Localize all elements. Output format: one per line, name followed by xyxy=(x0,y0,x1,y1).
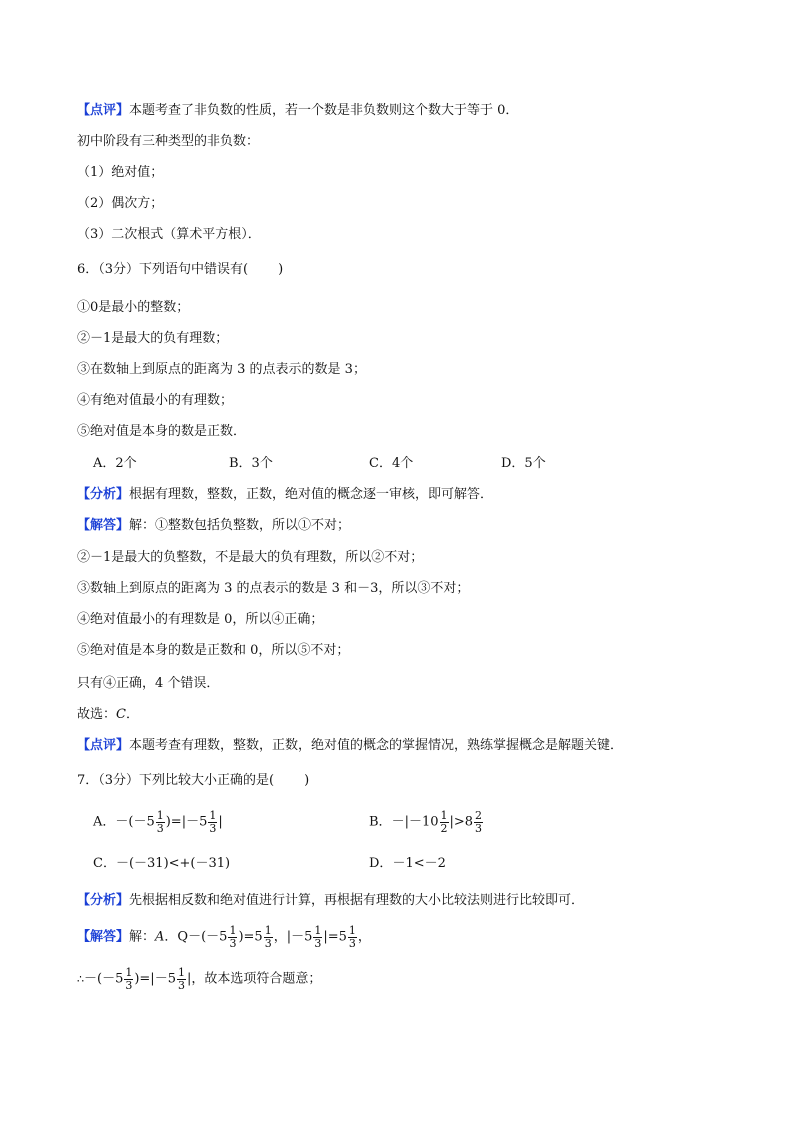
fraction-numerator: 1 xyxy=(348,924,356,937)
q6-answer-tag: 【解答】 xyxy=(77,518,130,533)
q6-choice xyxy=(77,707,139,723)
fraction-numerator: 1 xyxy=(314,924,322,937)
fraction-numerator: 1 xyxy=(440,809,448,822)
fraction-numerator: 1 xyxy=(229,924,237,937)
q6-answer-line-2: ②－1是最大的负整数，不是最大的负有理数，所以②不对； xyxy=(77,550,424,565)
q7-conclusion-part: )=|－5 xyxy=(134,971,176,987)
fraction xyxy=(264,925,273,949)
fraction-denominator: 3 xyxy=(177,978,185,992)
fraction-numerator: 1 xyxy=(209,809,217,822)
q7-option-a-left: －(－5 xyxy=(115,814,155,830)
nonneg-item-2: （2）偶次方； xyxy=(77,196,164,211)
q7-option-a xyxy=(93,810,223,834)
fraction xyxy=(474,810,483,834)
q6-analysis xyxy=(77,487,493,503)
therefore-symbol: ∴ xyxy=(77,972,84,986)
q6-answer xyxy=(77,518,350,534)
fraction-numerator: 1 xyxy=(264,924,272,937)
review-line xyxy=(77,103,518,119)
q6-answer-line-4: ④绝对值最小的有理数是 0，所以④正确； xyxy=(77,612,324,627)
q7-option-c xyxy=(93,856,230,872)
fraction-numerator: 1 xyxy=(125,966,133,979)
q7-conclusion-part: | xyxy=(186,971,192,987)
fraction-denominator: 3 xyxy=(229,936,237,950)
q6-choice-suffix: ． xyxy=(125,707,139,722)
fraction-denominator: 3 xyxy=(125,978,133,992)
q7-option-a-label: A． xyxy=(93,814,116,830)
q6-choice-letter: C xyxy=(116,707,126,722)
fraction xyxy=(228,925,237,949)
q7-answer-tag: 【解答】 xyxy=(77,929,130,945)
q7-option-d-label: D． xyxy=(369,856,393,871)
q7-answer xyxy=(77,925,371,949)
q6-stem-close: ) xyxy=(278,262,284,277)
fraction xyxy=(348,925,357,949)
q7-stem-text: 7．（3分）下列比较大小正确的是( xyxy=(77,773,275,788)
q7-answer-part: ， xyxy=(357,929,371,945)
q7-option-b-mid: |>8 xyxy=(449,814,474,830)
review-tag: 【点评】 xyxy=(77,103,130,118)
review-text: 本题考查了非负数的性质，若一个数是非负数则这个数大于等于 0． xyxy=(129,103,519,118)
q7-analysis-tag: 【分析】 xyxy=(77,893,130,908)
q7-option-c-expr: －(－31)<+(－31) xyxy=(115,856,231,871)
fraction xyxy=(177,967,186,991)
fraction xyxy=(208,810,217,834)
q7-stem xyxy=(77,773,309,789)
q6-review xyxy=(77,738,623,754)
q7-option-a-mid: )=|－5 xyxy=(165,814,208,830)
fraction-numerator: 2 xyxy=(475,809,483,822)
q6-answer-line-6: 只有④正确，4 个错误． xyxy=(77,676,220,691)
q6-analysis-tag: 【分析】 xyxy=(77,487,130,502)
fraction-denominator: 3 xyxy=(314,936,322,950)
fraction-numerator: 1 xyxy=(177,966,185,979)
q6-option-d: D．5个 xyxy=(501,456,546,471)
fraction-numerator: 1 xyxy=(156,809,164,822)
fraction-denominator: 3 xyxy=(475,821,483,835)
q7-answer-part: |=5 xyxy=(323,929,347,945)
q7-conclusion xyxy=(77,967,321,991)
fraction xyxy=(156,810,165,834)
q7-option-b-label: B． xyxy=(369,814,392,830)
fraction-denominator: 3 xyxy=(348,936,356,950)
q7-answer-option-letter: A xyxy=(155,929,165,945)
q7-option-d-expr: －1<－2 xyxy=(392,856,446,871)
nonneg-item-3: （3）二次根式（算术平方根）． xyxy=(77,227,261,242)
q7-answer-part: ，|－5 xyxy=(273,929,313,945)
q7-option-c-label: C． xyxy=(93,856,116,871)
q6-stem-text: 6．（3分）下列语句中错误有( xyxy=(77,262,249,277)
nonneg-types-intro: 初中阶段有三种类型的非负数： xyxy=(77,134,260,149)
nonneg-item-1: （1）绝对值； xyxy=(77,165,164,180)
q6-stem xyxy=(77,262,283,278)
fraction xyxy=(124,967,133,991)
q6-answer-line-5: ⑤绝对值是本身的数是正数和 0，所以⑤不对； xyxy=(77,643,350,658)
q7-answer-intro: 解： xyxy=(129,929,156,945)
q6-analysis-text: 根据有理数，整数，正数，绝对值的概念逐一审核，即可解答． xyxy=(129,487,494,502)
fraction-denominator: 3 xyxy=(264,936,272,950)
q6-answer-first: 解：①整数包括负整数，所以①不对； xyxy=(129,518,351,533)
fraction-denominator: 3 xyxy=(209,821,217,835)
q6-review-text: 本题考查有理数，整数，正数，绝对值的概念的掌握情况，熟练掌握概念是解题关键． xyxy=(129,738,624,753)
q7-stem-close: ) xyxy=(304,773,310,788)
fraction-denominator: 2 xyxy=(440,821,448,835)
q6-statement-1: ①0是最小的整数； xyxy=(77,300,190,315)
q6-option-a: A．2个 xyxy=(93,456,137,471)
q7-option-a-right: | xyxy=(218,814,223,830)
q7-analysis-text: 先根据相反数和绝对值进行计算，再根据有理数的大小比较法则进行比较即可． xyxy=(129,893,585,908)
q7-analysis xyxy=(77,893,584,909)
q6-option-b: B．3个 xyxy=(229,456,273,471)
fraction-denominator: 3 xyxy=(156,821,164,835)
q6-statement-5: ⑤绝对值是本身的数是正数． xyxy=(77,424,247,439)
q6-review-tag: 【点评】 xyxy=(77,738,130,753)
q6-choice-prefix: 故选： xyxy=(77,707,117,722)
q7-option-b-left: －|－10 xyxy=(391,814,439,830)
q7-answer-part: )=5 xyxy=(238,929,263,945)
q7-conclusion-part: －(－5 xyxy=(84,971,124,987)
fraction xyxy=(440,810,449,834)
q7-option-b xyxy=(369,810,484,834)
q6-answer-line-3: ③数轴上到原点的距离为 3 的点表示的数是 3 和－3，所以③不对； xyxy=(77,581,470,596)
q6-option-c: C．4个 xyxy=(369,456,414,471)
q6-statement-4: ④有绝对值最小的有理数； xyxy=(77,393,234,408)
q6-statement-2: ②－1是最大的负有理数； xyxy=(77,331,229,346)
q6-statement-3: ③在数轴上到原点的距离为 3 的点表示的数是 3； xyxy=(77,362,366,377)
fraction xyxy=(313,925,322,949)
q7-option-d xyxy=(369,856,446,872)
q7-answer-part: ．Q－(－5 xyxy=(164,929,228,945)
q7-conclusion-part: ，故本选项符合题意； xyxy=(191,971,322,987)
